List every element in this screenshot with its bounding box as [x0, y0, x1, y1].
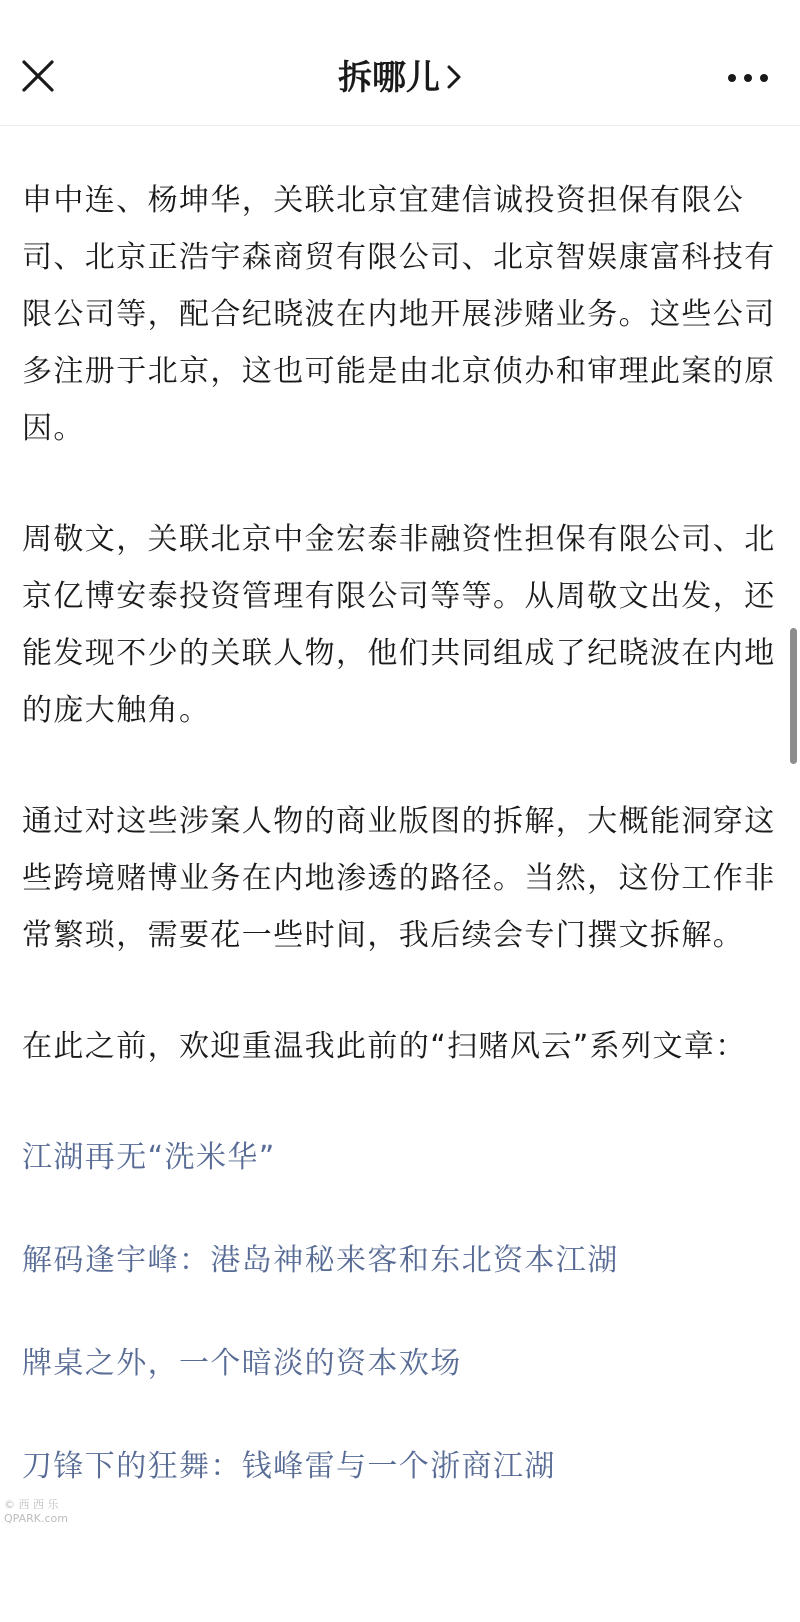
chevron-right-icon: [446, 64, 462, 90]
watermark: [4, 1498, 68, 1526]
article-paragraph: 申中连、杨坤华，关联北京宜建信诚投资担保有限公司、北京正浩宇森商贸有限公司、北京智娱康富科技有限公司等，配合纪晓波在内地开展涉赌业务。这些公司多注册于北京，这也可能是由北京侦办和审理此案的原因。: [22, 183, 776, 446]
scrollbar-thumb[interactable]: [790, 628, 797, 764]
related-article-link[interactable]: 解码逢宇峰：港岛神秘来客和东北资本江湖: [22, 1243, 619, 1278]
account-title[interactable]: [0, 56, 800, 100]
watermark-line: © 西 西 乐: [4, 1498, 59, 1511]
related-article-link[interactable]: 牌桌之外，一个暗淡的资本欢场: [22, 1346, 462, 1381]
article-paragraph: 在此之前，欢迎重温我此前的“扫赌风云”系列文章：: [22, 1029, 747, 1064]
top-navigation-bar: [0, 0, 800, 126]
watermark-line: QPARK.com: [4, 1512, 68, 1525]
related-article-link[interactable]: 刀锋下的狂舞：钱峰雷与一个浙商江湖: [22, 1449, 556, 1484]
article-paragraph: 通过对这些涉案人物的商业版图的拆解，大概能洞穿这些跨境赌博业务在内地渗透的路径。当然，这份工作非常繁琐，需要花一些时间，我后续会专门撰文拆解。: [22, 804, 776, 953]
account-name: 拆哪儿: [338, 58, 440, 98]
article-paragraph: 周敬文，关联北京中金宏泰非融资性担保有限公司、北京亿博安泰投资管理有限公司等等。从周敬文出发，还能发现不少的关联人物，他们共同组成了纪晓波在内地的庞大触角。: [22, 522, 776, 728]
related-article-link[interactable]: 江湖再无“洗米华”: [22, 1140, 276, 1175]
more-icon[interactable]: [724, 66, 772, 90]
article-body: [22, 172, 782, 1541]
